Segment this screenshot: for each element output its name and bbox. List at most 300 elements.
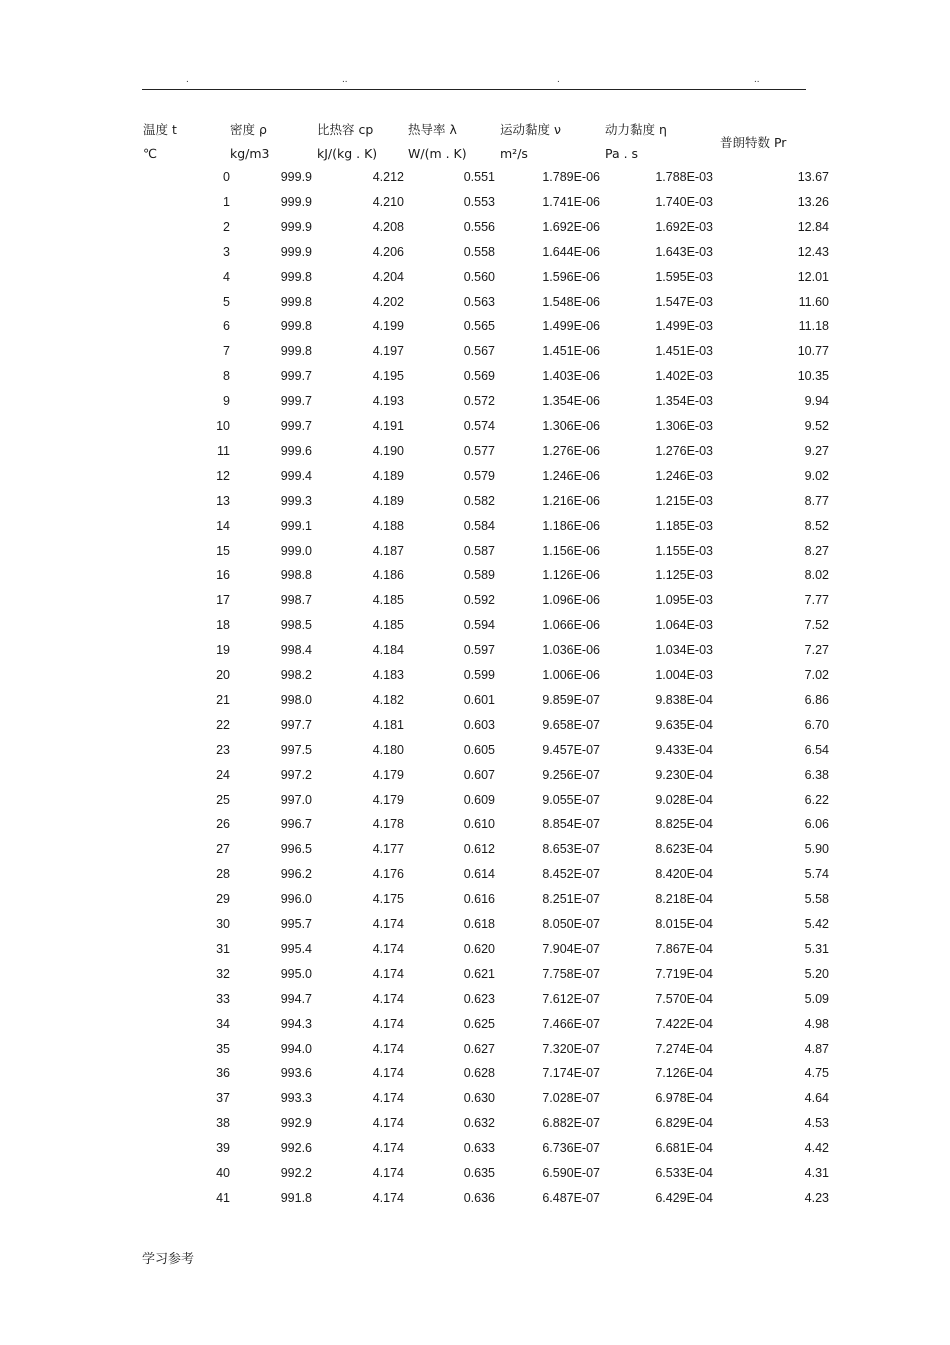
- table-cell: 994.7: [280, 991, 312, 1006]
- table-cell: 5.42: [804, 917, 829, 931]
- table-cell: 15: [216, 543, 230, 558]
- table-cell: 11: [217, 443, 230, 458]
- header-mark: ..: [342, 74, 348, 85]
- table-cell: 4.181: [372, 717, 404, 732]
- table-cell: 0.633: [463, 1141, 495, 1156]
- table-row: [0, 992, 950, 1010]
- col-lambda-name: 热导率 λ: [408, 122, 457, 137]
- table-row: [0, 867, 950, 885]
- table-cell: 1.006E-06: [542, 668, 600, 682]
- table-cell: 1.402E-03: [655, 369, 713, 384]
- table-cell: 8: [223, 369, 230, 384]
- col-pr-name: 普朗特数 Pr: [720, 135, 787, 150]
- table-row: [0, 917, 950, 935]
- table-cell: 9: [223, 394, 230, 409]
- table-row: [0, 1191, 950, 1209]
- table-cell: 9.635E-04: [655, 717, 713, 732]
- col-eta-unit: Pa . s: [605, 146, 639, 161]
- table-cell: 10: [216, 419, 230, 433]
- table-cell: 999.0: [280, 543, 312, 558]
- table-row: [0, 170, 950, 188]
- table-cell: 6.736E-07: [542, 1141, 600, 1156]
- table-row: [0, 444, 950, 462]
- table-row: [0, 544, 950, 562]
- table-cell: 7: [223, 344, 230, 359]
- table-cell: 8.77: [804, 493, 829, 508]
- table-cell: 37: [216, 1091, 230, 1106]
- table-row: [0, 1066, 950, 1084]
- table-row: [0, 319, 950, 337]
- table-cell: 996.5: [280, 842, 312, 857]
- table-cell: 6.681E-04: [655, 1141, 713, 1156]
- table-cell: 994.0: [280, 1041, 312, 1056]
- table-cell: 7.02: [804, 668, 829, 682]
- table-cell: 4.183: [372, 668, 404, 682]
- table-cell: 0.587: [463, 543, 495, 558]
- table-cell: 993.3: [280, 1091, 312, 1106]
- table-cell: 6.978E-04: [655, 1091, 713, 1106]
- table-cell: 12.84: [797, 219, 829, 234]
- table-cell: 26: [216, 817, 230, 832]
- header-mark: ..: [754, 74, 760, 85]
- table-cell: 4.179: [372, 767, 404, 782]
- table-cell: 996.2: [280, 867, 312, 882]
- table-cell: 29: [216, 892, 230, 907]
- table-cell: 1.354E-03: [655, 394, 713, 409]
- table-cell: 4.174: [372, 1066, 404, 1081]
- table-cell: 999.7: [280, 419, 312, 433]
- table-cell: 1.215E-03: [655, 493, 713, 508]
- table-cell: 1.788E-03: [655, 170, 713, 184]
- table-cell: 4.174: [372, 991, 404, 1006]
- table-cell: 14: [216, 518, 230, 533]
- table-cell: 999.8: [280, 344, 312, 359]
- table-cell: 1.451E-06: [542, 344, 600, 359]
- table-cell: 1.216E-06: [542, 493, 600, 508]
- table-cell: 4.177: [372, 842, 404, 857]
- table-cell: 10.35: [797, 369, 829, 384]
- table-cell: 4.174: [372, 966, 404, 981]
- table-cell: 7.028E-07: [542, 1091, 600, 1106]
- table-cell: 1.740E-03: [655, 194, 713, 209]
- table-row: [0, 892, 950, 910]
- table-cell: 6.533E-04: [655, 1166, 713, 1180]
- table-cell: 6.22: [804, 792, 829, 807]
- table-cell: 7.126E-04: [655, 1066, 713, 1081]
- table-cell: 4.174: [372, 941, 404, 956]
- table-cell: 7.758E-07: [542, 966, 600, 981]
- table-cell: 1.451E-03: [655, 344, 713, 359]
- table-cell: 995.0: [280, 966, 312, 981]
- table-cell: 8.854E-07: [542, 817, 600, 832]
- table-cell: 0.636: [463, 1190, 495, 1205]
- table-cell: 4.174: [372, 1116, 404, 1131]
- table-cell: 993.6: [280, 1066, 312, 1081]
- table-cell: 1.276E-06: [542, 443, 600, 458]
- table-cell: 4.182: [372, 692, 404, 707]
- table-row: [0, 1116, 950, 1134]
- table-cell: 4.174: [372, 1016, 404, 1031]
- header-rule: [142, 89, 806, 90]
- table-cell: 41: [216, 1190, 230, 1205]
- table-cell: 9.658E-07: [542, 717, 600, 732]
- table-cell: 1.125E-03: [655, 568, 713, 583]
- table-cell: 999.7: [280, 394, 312, 409]
- table-cell: 997.5: [280, 742, 312, 757]
- table-row: [0, 220, 950, 238]
- table-cell: 0.599: [463, 668, 495, 682]
- table-cell: 9.52: [804, 419, 829, 433]
- table-cell: 9.028E-04: [655, 792, 713, 807]
- col-lambda-unit: W/(m . K): [408, 146, 467, 161]
- table-row: [0, 1141, 950, 1159]
- table-cell: 1.126E-06: [542, 568, 600, 583]
- table-cell: 0.632: [463, 1116, 495, 1131]
- table-cell: 13: [216, 493, 230, 508]
- table-cell: 12.01: [797, 269, 829, 284]
- table-cell: 7.466E-07: [542, 1016, 600, 1031]
- table-cell: 4.174: [372, 917, 404, 931]
- table-cell: 0.628: [463, 1066, 495, 1081]
- table-cell: 6: [223, 319, 230, 334]
- table-cell: 1.306E-03: [655, 419, 713, 433]
- table-cell: 10.77: [797, 344, 829, 359]
- table-cell: 1.547E-03: [655, 294, 713, 309]
- table-row: [0, 568, 950, 586]
- table-cell: 0: [223, 170, 230, 184]
- table-cell: 5.09: [804, 991, 829, 1006]
- table-cell: 7.274E-04: [655, 1041, 713, 1056]
- table-cell: 5.58: [804, 892, 829, 907]
- table-cell: 1.692E-03: [655, 219, 713, 234]
- table-cell: 4.186: [372, 568, 404, 583]
- table-cell: 9.838E-04: [655, 692, 713, 707]
- table-cell: 0.627: [463, 1041, 495, 1056]
- table-cell: 7.867E-04: [655, 941, 713, 956]
- table-cell: 999.8: [280, 319, 312, 334]
- table-cell: 1.096E-06: [542, 593, 600, 608]
- table-row: [0, 793, 950, 811]
- table-row: [0, 394, 950, 412]
- table-cell: 9.433E-04: [655, 742, 713, 757]
- table-row: [0, 245, 950, 263]
- table-cell: 22: [216, 717, 230, 732]
- table-cell: 4.174: [372, 1166, 404, 1180]
- table-cell: 1.643E-03: [655, 244, 713, 259]
- table-cell: 0.623: [463, 991, 495, 1006]
- table-cell: 38: [216, 1116, 230, 1131]
- table-cell: 0.553: [463, 194, 495, 209]
- table-cell: 998.8: [280, 568, 312, 583]
- table-cell: 0.635: [463, 1166, 495, 1180]
- table-cell: 998.0: [280, 692, 312, 707]
- table-cell: 1.246E-03: [655, 468, 713, 483]
- table-cell: 4.176: [372, 867, 404, 882]
- table-cell: 30: [216, 917, 230, 931]
- table-cell: 996.0: [280, 892, 312, 907]
- table-cell: 1.246E-06: [542, 468, 600, 483]
- table-cell: 4.189: [372, 468, 404, 483]
- table-row: [0, 295, 950, 313]
- table-cell: 13.26: [797, 194, 829, 209]
- table-cell: 4.175: [372, 892, 404, 907]
- table-cell: 1.034E-03: [655, 643, 713, 658]
- table-cell: 994.3: [280, 1016, 312, 1031]
- table-cell: 8.02: [804, 568, 829, 583]
- table-row: [0, 469, 950, 487]
- table-cell: 7.904E-07: [542, 941, 600, 956]
- table-cell: 4.199: [372, 319, 404, 334]
- table-cell: 4.75: [804, 1066, 829, 1081]
- table-cell: 992.6: [280, 1141, 312, 1156]
- table-cell: 0.612: [463, 842, 495, 857]
- table-row: [0, 1017, 950, 1035]
- table-cell: 0.592: [463, 593, 495, 608]
- table-cell: 1.499E-06: [542, 319, 600, 334]
- table-cell: 0.579: [463, 468, 495, 483]
- table-cell: 1.741E-06: [542, 194, 600, 209]
- table-cell: 1.499E-03: [655, 319, 713, 334]
- table-cell: 9.055E-07: [542, 792, 600, 807]
- table-cell: 7.570E-04: [655, 991, 713, 1006]
- table-row: [0, 842, 950, 860]
- table-cell: 992.2: [280, 1166, 312, 1180]
- table-cell: 4.174: [372, 1141, 404, 1156]
- table-row: [0, 668, 950, 686]
- table-cell: 0.569: [463, 369, 495, 384]
- table-cell: 9.859E-07: [542, 692, 600, 707]
- table-cell: 4.178: [372, 817, 404, 832]
- table-cell: 999.9: [280, 244, 312, 259]
- table-cell: 998.2: [280, 668, 312, 682]
- table-cell: 1.354E-06: [542, 394, 600, 409]
- table-cell: 0.594: [463, 618, 495, 633]
- table-cell: 0.565: [463, 319, 495, 334]
- table-cell: 1.692E-06: [542, 219, 600, 234]
- table-cell: 16: [216, 568, 230, 583]
- table-cell: 7.27: [804, 643, 829, 658]
- table-cell: 7.320E-07: [542, 1041, 600, 1056]
- table-cell: 9.457E-07: [542, 742, 600, 757]
- table-cell: 4.42: [804, 1141, 829, 1156]
- table-cell: 6.38: [804, 767, 829, 782]
- table-cell: 4.174: [372, 1041, 404, 1056]
- table-cell: 7.422E-04: [655, 1016, 713, 1031]
- table-row: [0, 718, 950, 736]
- table-cell: 0.551: [463, 170, 495, 184]
- table-row: [0, 942, 950, 960]
- table-row: [0, 768, 950, 786]
- col-eta-name: 动力黏度 η: [605, 122, 667, 137]
- header-mark: .: [186, 74, 189, 85]
- col-density-name: 密度 ρ: [230, 122, 267, 137]
- table-row: [0, 643, 950, 661]
- table-cell: 998.7: [280, 593, 312, 608]
- col-temp-name: 温度 t: [143, 122, 177, 137]
- table-cell: 0.572: [463, 394, 495, 409]
- table-cell: 4.208: [372, 219, 404, 234]
- table-cell: 4.185: [372, 593, 404, 608]
- table-cell: 4.188: [372, 518, 404, 533]
- table-cell: 6.86: [804, 692, 829, 707]
- table-cell: 4.206: [372, 244, 404, 259]
- table-cell: 4.64: [804, 1091, 829, 1106]
- table-cell: 0.574: [463, 419, 495, 433]
- table-cell: 996.7: [280, 817, 312, 832]
- table-cell: 1.306E-06: [542, 419, 600, 433]
- table-cell: 999.7: [280, 369, 312, 384]
- table-cell: 9.256E-07: [542, 767, 600, 782]
- table-cell: 4.197: [372, 344, 404, 359]
- table-cell: 6.590E-07: [542, 1166, 600, 1180]
- table-cell: 4.184: [372, 643, 404, 658]
- table-cell: 39: [216, 1141, 230, 1156]
- table-row: [0, 743, 950, 761]
- table-cell: 20: [216, 668, 230, 682]
- table-cell: 4.53: [804, 1116, 829, 1131]
- table-cell: 999.6: [280, 443, 312, 458]
- table-cell: 0.603: [463, 717, 495, 732]
- table-cell: 8.050E-07: [542, 917, 600, 931]
- table-cell: 19: [216, 643, 230, 658]
- table-cell: 6.487E-07: [542, 1190, 600, 1205]
- table-cell: 999.1: [280, 518, 312, 533]
- table-cell: 7.612E-07: [542, 991, 600, 1006]
- table-cell: 5.31: [804, 941, 829, 956]
- table-cell: 8.218E-04: [655, 892, 713, 907]
- table-cell: 12.43: [797, 244, 829, 259]
- table-cell: 7.52: [804, 618, 829, 633]
- table-cell: 8.452E-07: [542, 867, 600, 882]
- table-cell: 0.605: [463, 742, 495, 757]
- table-row: [0, 195, 950, 213]
- table-cell: 7.719E-04: [655, 966, 713, 981]
- table-cell: 0.560: [463, 269, 495, 284]
- table-cell: 1.095E-03: [655, 593, 713, 608]
- table-cell: 1.644E-06: [542, 244, 600, 259]
- table-cell: 24: [216, 767, 230, 782]
- table-row: [0, 593, 950, 611]
- table-cell: 995.4: [280, 941, 312, 956]
- table-cell: 4.23: [804, 1190, 829, 1205]
- table-cell: 32: [216, 966, 230, 981]
- table-cell: 6.54: [804, 742, 829, 757]
- table-cell: 8.251E-07: [542, 892, 600, 907]
- table-cell: 34: [216, 1016, 230, 1031]
- table-cell: 6.06: [804, 817, 829, 832]
- table-cell: 999.9: [280, 170, 312, 184]
- table-cell: 8.653E-07: [542, 842, 600, 857]
- table-cell: 5: [223, 294, 230, 309]
- table-cell: 1.064E-03: [655, 618, 713, 633]
- table-cell: 8.27: [804, 543, 829, 558]
- table-cell: 1.596E-06: [542, 269, 600, 284]
- col-nu-unit: m²/s: [500, 146, 528, 161]
- table-cell: 0.577: [463, 443, 495, 458]
- table-cell: 995.7: [280, 917, 312, 931]
- table-cell: 992.9: [280, 1116, 312, 1131]
- table-cell: 0.597: [463, 643, 495, 658]
- table-cell: 1: [223, 194, 230, 209]
- table-cell: 1.155E-03: [655, 543, 713, 558]
- table-cell: 3: [223, 244, 230, 259]
- table-cell: 7.77: [804, 593, 829, 608]
- table-cell: 4: [223, 269, 230, 284]
- table-cell: 1.186E-06: [542, 518, 600, 533]
- table-cell: 1.789E-06: [542, 170, 600, 184]
- table-cell: 997.2: [280, 767, 312, 782]
- col-cp-unit: kJ/(kg . K): [317, 146, 378, 161]
- table-cell: 4.191: [372, 419, 404, 433]
- table-cell: 13.67: [797, 170, 829, 184]
- table-cell: 8.015E-04: [655, 917, 713, 931]
- table-cell: 0.607: [463, 767, 495, 782]
- table-cell: 4.180: [372, 742, 404, 757]
- table-row: [0, 618, 950, 636]
- table-cell: 4.204: [372, 269, 404, 284]
- table-cell: 991.8: [280, 1190, 312, 1205]
- table-cell: 999.9: [280, 219, 312, 234]
- table-cell: 17: [216, 593, 230, 608]
- table-cell: 1.156E-06: [542, 543, 600, 558]
- table-cell: 0.584: [463, 518, 495, 533]
- table-cell: 23: [216, 742, 230, 757]
- table-cell: 36: [216, 1066, 230, 1081]
- table-cell: 4.189: [372, 493, 404, 508]
- table-row: [0, 1042, 950, 1060]
- table-cell: 4.190: [372, 443, 404, 458]
- table-row: [0, 1166, 950, 1184]
- table-row: [0, 419, 950, 437]
- table-cell: 35: [216, 1041, 230, 1056]
- table-cell: 999.3: [280, 493, 312, 508]
- table-cell: 8.623E-04: [655, 842, 713, 857]
- table-row: [0, 967, 950, 985]
- table-cell: 4.212: [372, 170, 404, 184]
- table-cell: 1.595E-03: [655, 269, 713, 284]
- table-cell: 2: [223, 219, 230, 234]
- table-cell: 8.825E-04: [655, 817, 713, 832]
- table-cell: 6.70: [804, 717, 829, 732]
- table-cell: 0.558: [463, 244, 495, 259]
- table-cell: 25: [216, 792, 230, 807]
- table-cell: 0.582: [463, 493, 495, 508]
- header-mark: .: [557, 74, 560, 85]
- table-cell: 4.87: [804, 1041, 829, 1056]
- table-cell: 1.403E-06: [542, 369, 600, 384]
- table-cell: 0.630: [463, 1091, 495, 1106]
- table-cell: 4.202: [372, 294, 404, 309]
- table-cell: 0.610: [463, 817, 495, 832]
- table-cell: 4.185: [372, 618, 404, 633]
- table-cell: 0.618: [463, 917, 495, 931]
- table-cell: 40: [216, 1166, 230, 1180]
- table-row: [0, 693, 950, 711]
- table-cell: 11.18: [798, 319, 829, 334]
- table-row: [0, 494, 950, 512]
- table-cell: 0.589: [463, 568, 495, 583]
- table-cell: 4.195: [372, 369, 404, 384]
- table-cell: 9.27: [804, 443, 829, 458]
- table-cell: 1.185E-03: [655, 518, 713, 533]
- table-cell: 1.036E-06: [542, 643, 600, 658]
- table-cell: 27: [216, 842, 230, 857]
- footer-text: 学习参考: [142, 1252, 195, 1267]
- table-cell: 999.4: [280, 468, 312, 483]
- table-cell: 999.8: [280, 269, 312, 284]
- table-cell: 1.066E-06: [542, 618, 600, 633]
- table-cell: 6.882E-07: [542, 1116, 600, 1131]
